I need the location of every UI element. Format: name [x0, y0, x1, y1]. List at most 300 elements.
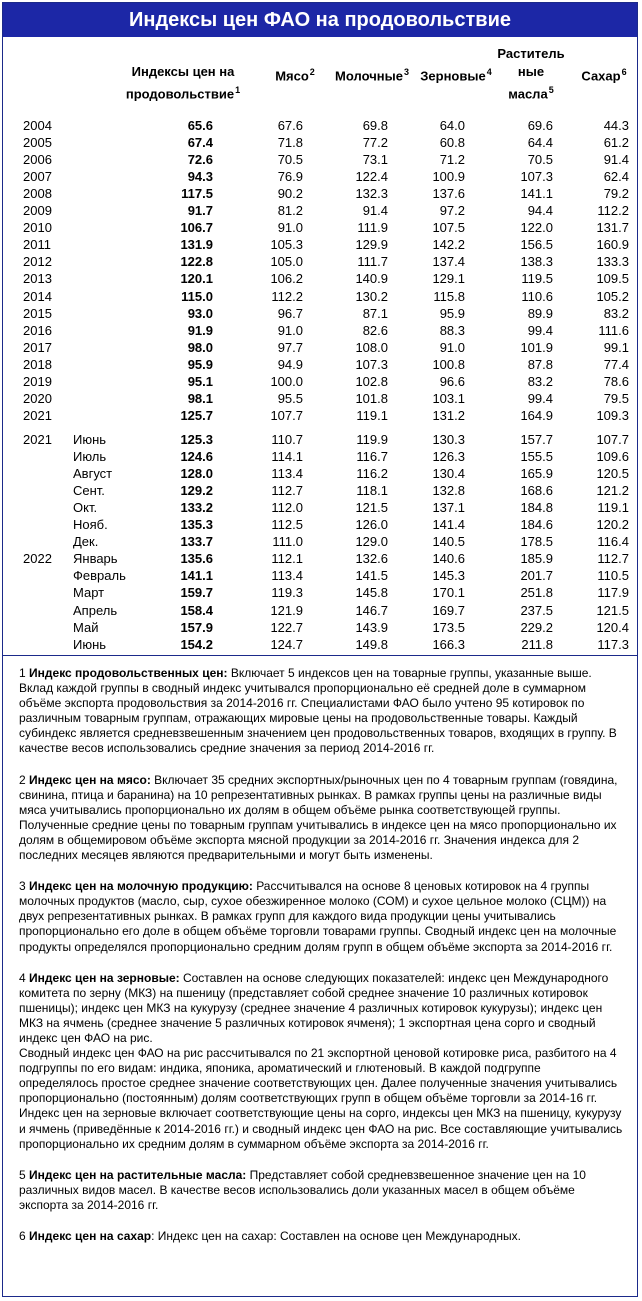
header-cereals-sup: 4 [486, 67, 492, 77]
cell-fpi: 67.4 [187, 135, 213, 151]
footnote-number: 4 [19, 970, 26, 985]
table-row-monthly [3, 448, 637, 465]
cell-fpi: 159.7 [180, 585, 213, 601]
cell-dairy: 73.1 [362, 152, 388, 168]
footnote-heading: Индекс продовольственных цен: [29, 666, 228, 680]
table-frame [2, 2, 638, 1297]
cell-cereals: 103.1 [432, 390, 465, 406]
cell-cereals: 126.3 [432, 449, 465, 465]
cell-sugar: 121.2 [596, 483, 629, 499]
header-oils-sup: 5 [548, 85, 554, 95]
cell-year: 2013 [23, 271, 52, 287]
cell-sugar: 91.4 [603, 152, 629, 168]
cell-sugar: 111.6 [598, 322, 629, 338]
cell-cereals: 137.1 [432, 500, 465, 516]
cell-meat: 105.0 [270, 254, 303, 270]
cell-oils: 122.0 [520, 220, 553, 236]
cell-year: 2004 [23, 118, 52, 133]
header-oils-line2: ные [517, 64, 545, 79]
cell-oils: 251.8 [520, 585, 553, 601]
cell-fpi: 115.0 [181, 288, 213, 304]
cell-month: Нояб. [73, 517, 108, 533]
cell-dairy: 140.9 [355, 271, 388, 287]
cell-oils: 201.7 [520, 568, 553, 584]
cell-oils: 229.2 [520, 619, 553, 635]
cell-oils: 69.6 [527, 118, 553, 133]
cell-fpi: 135.3 [180, 517, 213, 533]
table-row-annual [3, 236, 637, 253]
cell-dairy: 108.0 [355, 339, 388, 355]
cell-year: 2017 [23, 339, 52, 355]
header-dairy-label: Молочные [335, 68, 403, 84]
cell-month: Май [73, 619, 99, 635]
table-row-annual [3, 305, 637, 322]
cell-meat: 95.5 [277, 390, 303, 406]
cell-meat: 112.0 [271, 500, 303, 516]
table-row-monthly [3, 431, 637, 448]
cell-oils: 107.3 [520, 169, 553, 185]
cell-year: 2009 [23, 203, 52, 219]
cell-month: Февраль [73, 568, 126, 584]
cell-meat: 121.9 [270, 602, 303, 618]
cell-fpi: 154.2 [180, 636, 213, 652]
cell-meat: 107.7 [270, 407, 303, 423]
cell-sugar: 83.2 [603, 305, 629, 321]
note-gap [19, 757, 623, 773]
footnote-heading: Индекс цен на растительные масла: [29, 1167, 247, 1182]
cell-sugar: 77.4 [603, 356, 629, 372]
cell-cereals: 132.8 [432, 483, 465, 499]
cell-oils: 99.4 [527, 390, 553, 406]
cell-year: 2010 [23, 220, 52, 236]
header-oils-line3 [495, 81, 567, 103]
table-row-monthly [3, 636, 637, 653]
footnote-heading: Индекс цен на зерновые: [29, 970, 180, 985]
note-gap [19, 863, 623, 879]
footnote-1 [19, 666, 623, 757]
cell-dairy: 118.1 [356, 483, 388, 499]
cell-cereals: 137.6 [432, 186, 465, 202]
cell-oils: 157.7 [520, 432, 553, 447]
header-fpi-line2-text: продовольствие [125, 86, 235, 102]
cell-fpi: 129.2 [180, 483, 213, 499]
cell-month: Сент. [73, 483, 105, 499]
note-gap [19, 1213, 623, 1229]
cell-sugar: 117.9 [597, 585, 629, 601]
cell-year: 2011 [23, 237, 51, 253]
cell-dairy: 111.9 [357, 220, 388, 236]
cell-dairy: 146.7 [355, 602, 388, 618]
table-row-annual [3, 407, 637, 424]
cell-dairy: 132.6 [355, 551, 388, 567]
cell-dairy: 119.9 [356, 432, 388, 447]
footnote-number: 3 [19, 879, 26, 894]
cell-cereals: 95.9 [439, 305, 465, 321]
cell-meat: 90.2 [277, 186, 303, 202]
cell-meat: 71.8 [277, 135, 303, 151]
header-vegetable-oils [495, 45, 567, 103]
cell-dairy: 102.8 [355, 373, 388, 389]
cell-meat: 124.7 [270, 636, 303, 652]
page-title: Индексы цен ФАО на продовольствие [3, 3, 637, 37]
header-meat [265, 63, 325, 85]
cell-meat: 76.9 [277, 169, 303, 185]
cell-fpi: 135.6 [180, 551, 213, 567]
cell-cereals: 142.2 [432, 237, 465, 253]
cell-meat: 112.1 [271, 551, 303, 567]
note-gap [19, 1152, 623, 1168]
cell-meat: 96.7 [277, 305, 303, 321]
cell-oils: 184.8 [520, 500, 553, 516]
column-headers [3, 37, 637, 103]
cell-fpi: 158.4 [180, 602, 213, 618]
table-row-annual [3, 373, 637, 390]
cell-year: 2008 [23, 186, 52, 202]
cell-fpi: 95.1 [187, 373, 213, 389]
cell-cereals: 129.1 [432, 271, 465, 287]
cell-meat: 100.0 [270, 373, 303, 389]
cell-sugar: 110.5 [597, 568, 629, 584]
footnote-5 [19, 1168, 623, 1213]
cell-meat: 113.4 [271, 568, 303, 584]
cell-sugar: 160.9 [596, 237, 629, 253]
table-row-monthly [3, 550, 637, 567]
cell-meat: 67.6 [277, 118, 303, 133]
cell-dairy: 141.5 [355, 568, 388, 584]
cell-year: 2005 [23, 135, 52, 151]
cell-sugar: 105.2 [596, 288, 629, 304]
cell-sugar: 116.4 [597, 534, 629, 550]
footnote-text: Составлен на основе следующих показателей: индекс цен Международного комитета по зерну (МКЗ) на пшеницу (представляет собой среднее значение 10 различных котировок пшеницы); индекс цен МКЗ на кукурузу (среднее значение 4 различных котировок кукурузы); индекс цен МКЗ на ячмень (среднее значение 5 различных котировок ячменя); 1 экспортная цена сорго и сводный индекс цен ФАО на рис. [19, 970, 609, 1045]
table-row-annual [3, 134, 637, 151]
cell-month: Март [73, 585, 105, 601]
cell-cereals: 140.5 [432, 534, 465, 550]
table-row-annual [3, 185, 637, 202]
cell-fpi: 91.9 [187, 322, 213, 338]
cell-oils: 178.5 [520, 534, 553, 550]
table-row-annual [3, 253, 637, 270]
cell-fpi: 106.7 [180, 220, 213, 236]
cell-meat: 111.0 [272, 534, 303, 550]
footnote-text: Представляет собой средневзвешенное значение цен на 10 различных видов масел. В качестве весов использовались доли указанных масел в общем объёме экспорта за 2014-2016 гг. [19, 1167, 586, 1212]
cell-sugar: 99.1 [603, 339, 629, 355]
cell-sugar: 120.5 [596, 466, 629, 482]
cell-dairy: 149.8 [355, 636, 388, 652]
table-row-monthly [3, 619, 637, 636]
cell-cereals: 115.8 [433, 288, 465, 304]
table-row-annual [3, 339, 637, 356]
cell-fpi: 133.2 [180, 500, 213, 516]
footnote-heading: Индекс цен на мясо: [29, 772, 151, 787]
cell-dairy: 122.4 [355, 169, 388, 185]
cell-sugar: 79.5 [603, 390, 629, 406]
cell-sugar: 44.3 [603, 118, 629, 133]
cell-cereals: 173.5 [432, 619, 465, 635]
cell-dairy: 116.2 [356, 466, 388, 482]
header-cereals [415, 63, 497, 85]
header-sugar-sup: 6 [621, 67, 627, 77]
table-row-annual [3, 356, 637, 373]
cell-sugar: 120.4 [596, 619, 629, 635]
table-row-monthly [3, 516, 637, 533]
cell-dairy: 145.8 [355, 585, 388, 601]
cell-oils: 119.5 [521, 271, 553, 287]
cell-meat: 122.7 [270, 619, 303, 635]
cell-sugar: 109.3 [596, 407, 629, 423]
cell-year: 2020 [23, 390, 52, 406]
cell-oils: 141.1 [520, 186, 553, 202]
cell-sugar: 112.7 [597, 551, 629, 567]
table-row-monthly [3, 584, 637, 601]
cell-cereals: 91.0 [439, 339, 465, 355]
cell-cereals: 96.6 [439, 373, 465, 389]
cell-fpi: 120.1 [180, 271, 213, 287]
footnote-4-continued: Сводный индекс цен ФАО на рис рассчитывался по 21 экспортной ценовой котировке риса, разбитого на 4 подгруппы по его видам: индика, японика, ароматический и глютеновый. В каждой подгруппе определялось простое среднее значение соответствующих цен. Далее полученные значения учитывались пропорционально (постоянным) долям соответствующих групп в общем объёме торговли за 2014-16 гг. Индекс цен на зерновые включает соответствующие цены на сорго, индексы цен МКЗ на пшеницу, кукурузу и ячмень (приведённые к 2014-2016 гг.) и сводный индекс цен ФАО на рис. Все составляющие учитывались пропорционально их средним долям в суммарном объёме экспорта за 2014-2016 гг. [19, 1046, 623, 1151]
cell-dairy: 82.6 [362, 322, 388, 338]
cell-oils: 155.5 [520, 449, 553, 465]
cell-sugar: 112.2 [597, 203, 629, 219]
cell-meat: 91.0 [277, 322, 303, 338]
cell-year: 2016 [23, 322, 52, 338]
header-dairy [329, 63, 415, 85]
notes-divider [3, 655, 637, 656]
cell-cereals: 64.0 [439, 118, 465, 133]
cell-fpi: 98.0 [187, 339, 213, 355]
cell-fpi: 122.8 [180, 254, 213, 270]
cell-sugar: 120.2 [596, 517, 629, 533]
footnote-heading: Индекс цен на сахар [29, 1229, 152, 1243]
cell-cereals: 60.8 [439, 135, 465, 151]
table-row-annual [3, 219, 637, 236]
cell-sugar: 121.5 [596, 602, 629, 618]
cell-dairy: 111.7 [357, 254, 388, 270]
header-fpi-sup: 1 [235, 85, 241, 95]
cell-fpi: 128.0 [180, 466, 213, 482]
cell-fpi: 93.0 [187, 305, 213, 321]
cell-cereals: 100.8 [432, 356, 465, 372]
cell-meat: 81.2 [277, 203, 303, 219]
cell-oils: 164.9 [520, 407, 553, 423]
cell-fpi: 65.6 [187, 118, 213, 133]
header-meat-sup: 2 [309, 67, 315, 77]
cell-year: 2006 [23, 152, 52, 168]
cell-meat: 91.0 [277, 220, 303, 236]
cell-dairy: 107.3 [355, 356, 388, 372]
cell-cereals: 169.7 [432, 602, 465, 618]
cell-meat: 106.2 [270, 271, 303, 287]
cell-fpi: 125.3 [180, 432, 213, 447]
cell-dairy: 87.1 [362, 305, 388, 321]
cell-year: 2014 [23, 288, 52, 304]
cell-oils: 184.6 [520, 517, 553, 533]
cell-fpi: 157.9 [180, 619, 213, 635]
cell-dairy: 91.4 [362, 203, 388, 219]
cell-fpi: 91.7 [187, 203, 213, 219]
cell-fpi: 98.1 [187, 390, 213, 406]
header-sugar-label: Сахар [581, 68, 621, 84]
cell-cereals: 100.9 [432, 169, 465, 185]
cell-year: 2015 [23, 305, 52, 321]
cell-fpi: 95.9 [187, 356, 213, 372]
cell-meat: 113.4 [271, 466, 303, 482]
cell-oils: 87.8 [527, 356, 553, 372]
footnote-6 [19, 1229, 623, 1244]
table-row-annual [3, 117, 637, 134]
cell-oils: 138.3 [520, 254, 553, 270]
cell-oils: 83.2 [527, 373, 553, 389]
cell-fpi: 94.3 [187, 169, 213, 185]
cell-meat: 119.3 [271, 585, 303, 601]
header-fpi-line2 [123, 81, 243, 103]
cell-cereals: 141.4 [432, 517, 465, 533]
note-gap [19, 955, 623, 971]
cell-meat: 105.3 [270, 237, 303, 253]
cell-dairy: 77.2 [362, 135, 388, 151]
table-row-annual [3, 390, 637, 407]
cell-fpi: 124.6 [180, 449, 213, 465]
footnote-number: 5 [19, 1167, 26, 1182]
table-row-monthly [3, 602, 637, 619]
cell-oils: 156.5 [520, 237, 553, 253]
cell-meat: 112.5 [271, 517, 303, 533]
cell-month: Январь [73, 551, 118, 567]
cell-sugar: 79.2 [603, 186, 629, 202]
cell-oils: 185.9 [520, 551, 553, 567]
table-row-annual [3, 322, 637, 339]
cell-dairy: 69.8 [362, 118, 388, 133]
header-meat-label: Мясо [275, 68, 309, 84]
cell-meat: 112.7 [271, 483, 303, 499]
table-row-monthly [3, 567, 637, 584]
cell-year: 2019 [23, 373, 52, 389]
cell-dairy: 129.9 [355, 237, 388, 253]
footnote-heading: Индекс цен на молочную продукцию: [29, 879, 253, 894]
cell-dairy: 130.2 [355, 288, 388, 304]
cell-month: Июль [73, 449, 107, 465]
footnote-text: : Индекс цен на сахар: Составлен на основе цен Международных. [151, 1229, 522, 1243]
header-fpi-line1: Индексы цен на [131, 64, 235, 79]
footnotes [19, 666, 623, 1244]
cell-cereals: 97.2 [439, 203, 465, 219]
cell-sugar: 119.1 [597, 500, 629, 516]
table-row-monthly [3, 533, 637, 550]
cell-year: 2007 [23, 169, 52, 185]
cell-meat: 94.9 [277, 356, 303, 372]
cell-fpi: 141.1 [180, 568, 213, 584]
header-oils-line3-text: масла [508, 86, 548, 102]
table-row-monthly [3, 499, 637, 516]
cell-cereals: 107.5 [432, 220, 465, 236]
cell-fpi: 72.6 [187, 152, 213, 168]
footnote-text: Рассчитывался на основе 8 ценовых котировок на 4 группы молочных продуктов (масло, сыр, сухое обезжиренное молоко (СОМ) и сухое цельное молоко (СЦМ)) на двух репрезентативных рынках. В рамках групп для каждого вида продукции цены учитывались пропорционально его доле в общем объёме торговли товарами группы. Сводный индекс цен на молочные продукты определялся пропорционально средним долям групп в общем объёме экспорта за 2014-2016 гг. [19, 879, 617, 954]
header-dairy-sup: 3 [403, 67, 409, 77]
cell-fpi: 131.9 [180, 237, 213, 253]
cell-oils: 99.4 [527, 322, 553, 338]
cell-oils: 89.9 [527, 305, 553, 321]
cell-cereals: 140.6 [432, 551, 465, 567]
header-sugar [573, 63, 635, 85]
header-food-price-index [123, 63, 243, 103]
cell-sugar: 109.6 [596, 449, 629, 465]
cell-sugar: 131.7 [596, 220, 629, 236]
cell-oils: 110.6 [521, 288, 553, 304]
cell-month: Апрель [73, 602, 118, 618]
footnote-text: Включает 5 индексов цен на товарные группы, указанные выше. Вклад каждой группы в сводный индекс учитывался пропорционально её средней доле в суммарном объёме экспорта продовольствия за 2014-2016 гг. Специалистами ФАО было учтено 95 котировок по различным товарным группам, отражающих мировые цены на продовольственные товары. Каждый субиндекс является средневзвешенным значением цен продовольственных товаров, входящих в группу. В качестве весов использовались средние значения за период 2014-2016 гг. [19, 666, 617, 756]
cell-sugar: 117.3 [597, 636, 629, 652]
cell-year: 2021 [23, 432, 52, 447]
cell-month: Июнь [73, 636, 107, 652]
cell-cereals: 170.1 [432, 585, 465, 601]
table-row-monthly [3, 482, 637, 499]
cell-cereals: 130.3 [432, 432, 465, 447]
cell-sugar: 107.7 [596, 432, 629, 447]
cell-fpi: 125.7 [180, 407, 213, 423]
cell-year: 2012 [23, 254, 52, 270]
cell-year: 2021 [23, 407, 52, 423]
table-row-annual [3, 270, 637, 287]
table-row-annual [3, 202, 637, 219]
header-oils-line1: Раститель [497, 46, 565, 61]
cell-meat: 70.5 [277, 152, 303, 168]
cell-month: Июнь [73, 432, 107, 447]
cell-fpi: 133.7 [180, 534, 213, 550]
cell-sugar: 133.3 [596, 254, 629, 270]
cell-dairy: 116.7 [356, 449, 388, 465]
cell-oils: 237.5 [520, 602, 553, 618]
cell-sugar: 61.2 [603, 135, 629, 151]
cell-dairy: 126.0 [355, 517, 388, 533]
table-row-annual [3, 288, 637, 305]
cell-cereals: 145.3 [432, 568, 465, 584]
cell-dairy: 121.5 [355, 500, 388, 516]
cell-meat: 112.2 [271, 288, 303, 304]
footnote-number: 6 [19, 1229, 26, 1243]
footnote-2 [19, 773, 623, 864]
cell-oils: 70.5 [527, 152, 553, 168]
footnote-number: 2 [19, 772, 26, 787]
cell-year: 2022 [23, 551, 52, 567]
cell-cereals: 71.2 [439, 152, 465, 168]
cell-oils: 94.4 [527, 203, 553, 219]
cell-sugar: 78.6 [603, 373, 629, 389]
cell-oils: 211.8 [521, 636, 553, 652]
cell-dairy: 101.8 [355, 390, 388, 406]
cell-month: Дек. [73, 534, 99, 550]
footnote-number: 1 [19, 666, 26, 680]
cell-cereals: 88.3 [439, 322, 465, 338]
cell-fpi: 117.5 [181, 186, 213, 202]
footnote-3 [19, 879, 623, 954]
cell-oils: 165.9 [520, 466, 553, 482]
table-row-annual [3, 151, 637, 168]
cell-meat: 114.1 [271, 449, 303, 465]
cell-cereals: 130.4 [432, 466, 465, 482]
cell-oils: 101.9 [520, 339, 553, 355]
table-row-annual [3, 168, 637, 185]
footnote-text: Включает 35 средних экспортных/рыночных цен по 4 товарным группам (говядина, свинина, птица и баранина) на 10 репрезентативных рынках. В рамках группы цены на различные виды мяса учитывались пропорционально их долям в общем объёме рынка соответствующей группы. Полученные средние цены по товарным группам учитывались в индексе цен на мясо пропорционально их долям в общемировом объёме экспорта мясной продукции за 2014-2016 гг. Значения индекса для 2 последних месяцев являются предварительными и могут быть изменены. [19, 772, 618, 863]
footnote-4 [19, 971, 623, 1046]
cell-cereals: 166.3 [432, 636, 465, 652]
cell-dairy: 119.1 [356, 407, 388, 423]
cell-sugar: 62.4 [603, 169, 629, 185]
cell-oils: 168.6 [520, 483, 553, 499]
cell-meat: 110.7 [271, 432, 303, 447]
cell-year: 2018 [23, 356, 52, 372]
cell-sugar: 109.5 [596, 271, 629, 287]
header-cereals-label: Зерновые [420, 68, 486, 84]
cell-meat: 97.7 [277, 339, 303, 355]
cell-dairy: 132.3 [355, 186, 388, 202]
